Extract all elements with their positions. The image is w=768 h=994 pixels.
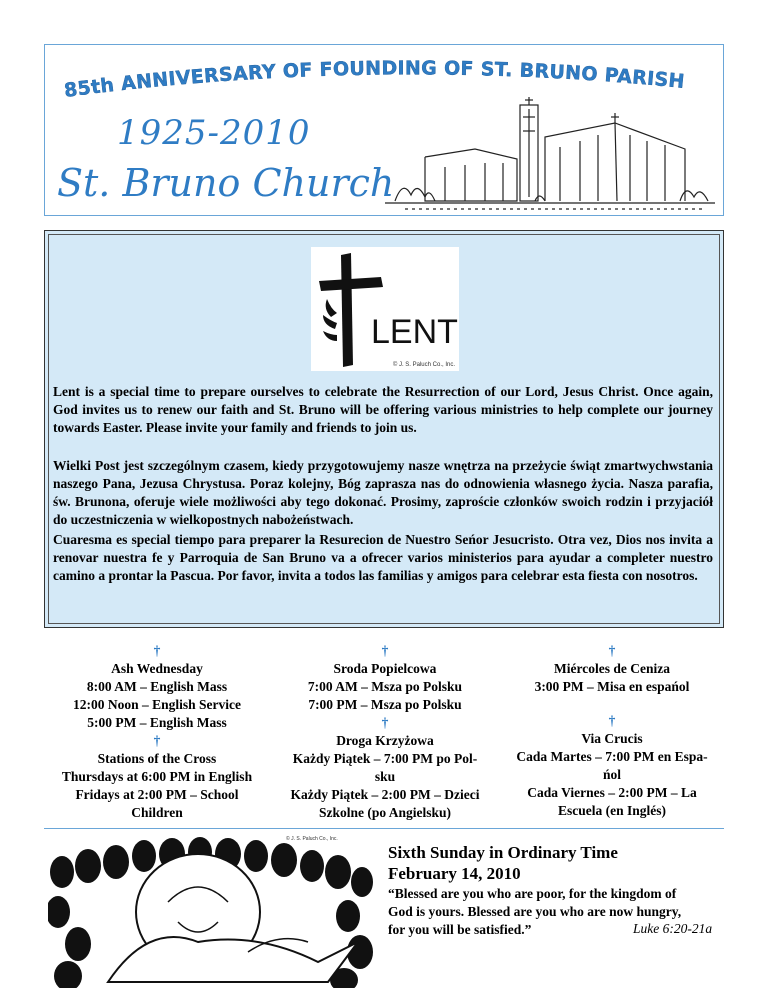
- schedule-line: 12:00 Noon – English Service: [72, 697, 241, 712]
- schedule-line: Cada Martes – 7:00 PM en Espa-: [516, 749, 708, 764]
- church-building-illustration: [385, 97, 715, 215]
- schedule-line: ńol: [602, 767, 621, 782]
- dagger-icon: †: [153, 733, 161, 748]
- quote-line: for you will be satisfied.”: [388, 922, 532, 937]
- gospel-citation: Luke 6:20-21a: [633, 921, 713, 936]
- lent-information-box: [44, 230, 724, 628]
- schedule-line: Sroda Popielcowa: [333, 661, 437, 676]
- quote-line: God is yours. Blessed are you who are now hungry,: [388, 904, 682, 919]
- schedule-line: Każdy Piątek – 2:00 PM – Dzieci: [290, 787, 480, 802]
- anniversary-banner: [44, 44, 724, 216]
- schedule-line: Children: [131, 805, 183, 820]
- lent-logo: [311, 247, 459, 371]
- quote-line: “Blessed are you who are poor, for the kingdom of: [388, 886, 677, 901]
- schedule-line: 3:00 PM – Misa en espańol: [534, 679, 690, 694]
- lent-paragraph-polish: Wielki Post jest szczególnym czasem, kiedy przygotowujemy nasze wnętrza na przeżycie świąt zmartwychwstania naszego Pana, Jezusa Chrystusa. Poraz kolejny, Bóg zaprasza nas do odnowienia własnego życia. Nasza parafia, św. Brunona, oferuje wiele możliwości aby tego dokonać. Prosimy, zaproście członków swoich rodzin i przyjaciół do uczestniczenia w wielkopostnych nabożeństwach.: [53, 458, 713, 527]
- sunday-date: February 14, 2010: [388, 864, 521, 883]
- schedule-line: Każdy Piątek – 7:00 PM po Pol-: [292, 751, 478, 766]
- schedule-spanish-column: [500, 642, 724, 820]
- dagger-icon: †: [608, 713, 616, 728]
- crowd-with-jesus-illustration: [48, 832, 374, 988]
- schedule-line: Ash Wednesday: [111, 661, 203, 676]
- schedule-line: Via Crucis: [581, 731, 643, 746]
- church-name-title: St. Bruno Church: [57, 161, 395, 205]
- years-title: 1925-2010: [117, 113, 311, 153]
- anniversary-title-text: 85th ANNIVERSARY OF FOUNDING OF ST. BRUNO PARISH: [62, 57, 686, 102]
- schedule-line: Cada Viernes – 2:00 PM – La: [527, 785, 697, 800]
- dagger-icon: †: [381, 643, 389, 658]
- crowd-copyright: © J. S. Paluch Co., Inc.: [286, 836, 338, 842]
- schedule-line: 8:00 AM – English Mass: [86, 679, 228, 694]
- lent-paragraph-english: Lent is a special time to prepare ourselves to celebrate the Resurrection of our Lord, Jesus Christ. Once again, God invites us to renew our faith and St. Bruno will be offering various ministries to help complete our journey towards Easter. Please invite your family and friends to join us.: [53, 384, 713, 435]
- lent-logo-copyright: © J. S. Paluch Co., Inc.: [392, 362, 455, 368]
- sunday-title: [388, 842, 618, 884]
- schedule-line: Stations of the Cross: [97, 751, 217, 766]
- schedule-line: Szkolne (po Angielsku): [318, 805, 452, 820]
- schedule-line: Escuela (en Inglés): [558, 803, 666, 818]
- schedule-line: Fridays at 2:00 PM – School: [75, 787, 239, 802]
- lent-paragraph-spanish: Cuaresma es special tiempo para preparer la Resurecion de Nuestro Seńor Jesucristo. Otra vez, Dios nos invita a renovar nuestra fe y Parroquia de San Bruno va a ofrecer varios ministerios para ayudar a completer nuestro camino a prontar la Pascua. Por favor, invita a todos las familias y amigos para celebrar esta fiesta con nosotros.: [53, 532, 713, 583]
- dagger-icon: †: [153, 643, 161, 658]
- schedule-line: Miércoles de Ceniza: [554, 661, 670, 676]
- schedule-line: Droga Krzyżowa: [336, 733, 434, 748]
- schedule-english-column: [46, 642, 268, 822]
- sunday-title-line: Sixth Sunday in Ordinary Time: [388, 843, 618, 862]
- schedule-line: sku: [374, 769, 396, 784]
- schedule-gap: [500, 696, 724, 712]
- schedule-line: 5:00 PM – English Mass: [87, 715, 227, 730]
- cross-icon: [311, 247, 459, 371]
- schedule-line: Thursdays at 6:00 PM in English: [61, 769, 253, 784]
- schedule-line: 7:00 AM – Msza po Polsku: [307, 679, 463, 694]
- schedule-polish-column: [270, 642, 500, 822]
- dagger-icon: †: [608, 643, 616, 658]
- svg-text:85th ANNIVERSARY OF FOUNDING O: [63, 57, 686, 102]
- schedule-line: 7:00 PM – Msza po Polsku: [308, 697, 462, 712]
- lent-logo-text: LENT: [371, 313, 458, 351]
- dagger-icon: †: [381, 715, 389, 730]
- section-divider: [44, 828, 724, 829]
